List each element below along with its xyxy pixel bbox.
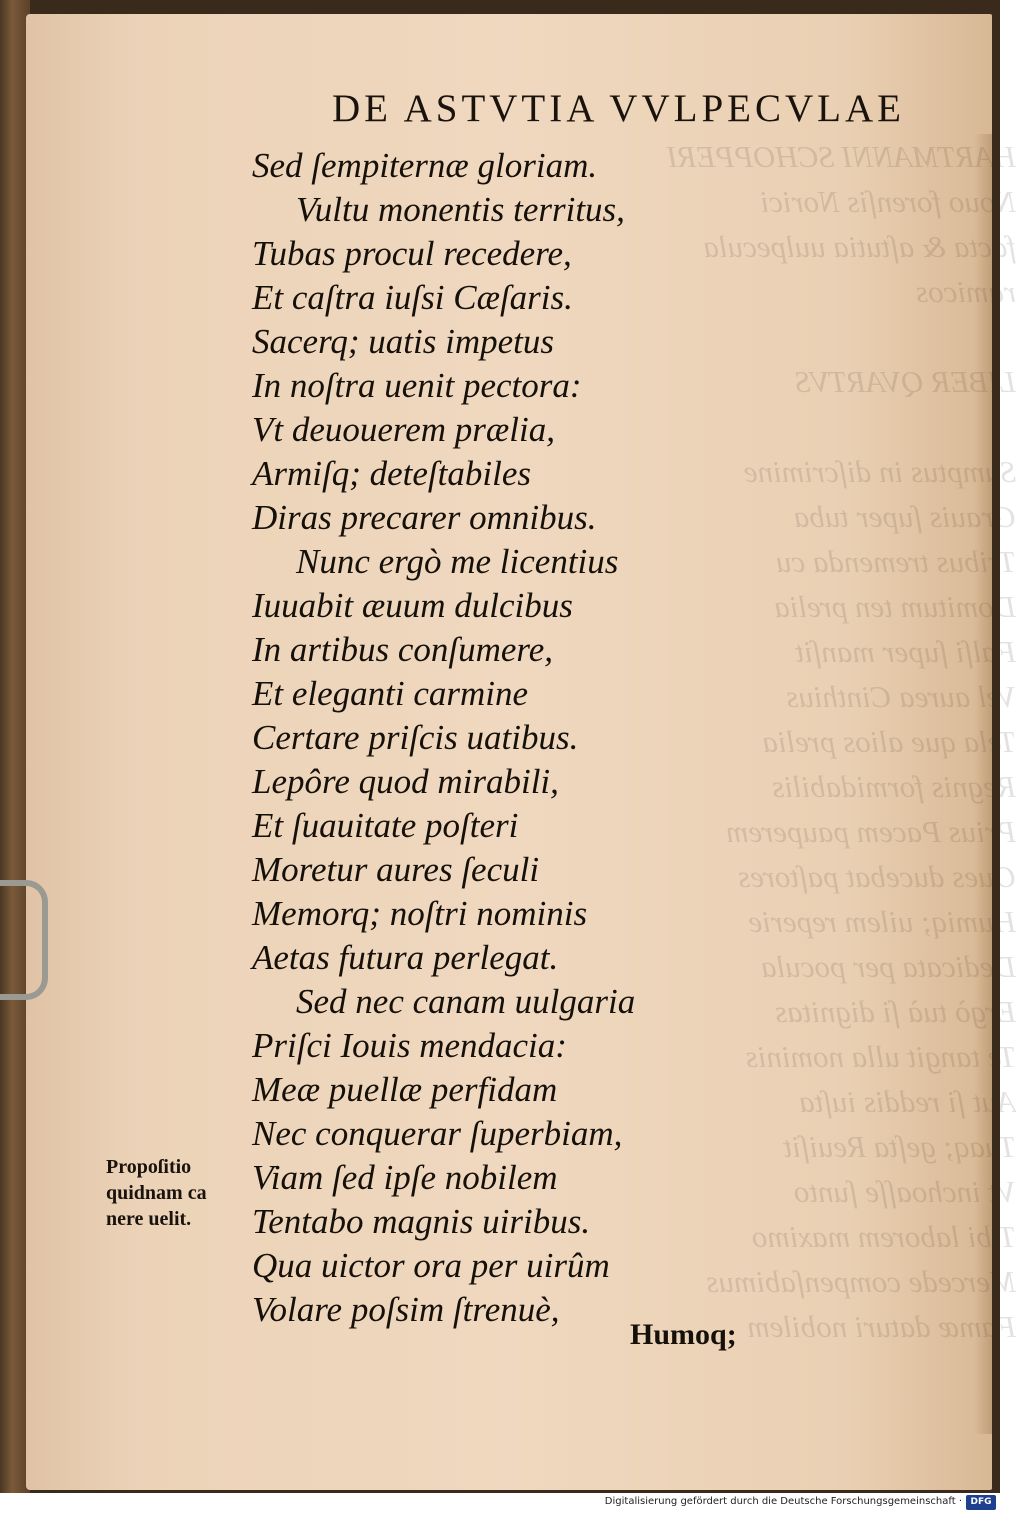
marginal-note-line: quidnam ca	[106, 1182, 207, 1204]
verse-line: Volare poſsim ſtrenuè,	[252, 1290, 560, 1329]
verse-line: Vultu monentis territus,	[296, 190, 625, 229]
funding-credit: Digitalisierung gefördert durch die Deutsche Forschungsgemeinschaft ·	[604, 1496, 962, 1507]
marginal-note-line: nere uelit.	[106, 1208, 192, 1230]
verse-line: Et caſtra iuſsi Cæſaris.	[252, 278, 573, 317]
verse-line: Iuuabit æuum dulcibus	[252, 586, 573, 625]
verse-line: Armiſq; deteſtabiles	[252, 454, 531, 493]
verse-text	[252, 144, 635, 1332]
verse-line: Tentabo magnis uiribus.	[252, 1202, 591, 1241]
next-page-edge	[974, 134, 992, 1434]
verse-line: Sed nec canam uulgaria	[296, 982, 636, 1021]
verse-line: Diras precarer omnibus.	[252, 498, 597, 537]
verse-line: Et eleganti carmine	[252, 674, 529, 713]
verse-line: Memorq; noſtri nominis	[252, 894, 588, 933]
marginal-note-line: Propoſitio	[106, 1156, 192, 1178]
catchword: Humoq;	[630, 1318, 737, 1351]
verse-line: Sed ſempiternæ gloriam.	[252, 146, 598, 185]
verse-line: Meæ puellæ perfidam	[252, 1070, 558, 1109]
marginal-note	[106, 1154, 236, 1232]
verse-line: Qua uictor ora per uirûm	[252, 1246, 610, 1285]
book-page	[26, 14, 1016, 1490]
running-head: DE ASTVTIA VVLPECVLAE	[332, 87, 905, 130]
verse-line: Nec conquerar ſuperbiam,	[252, 1114, 623, 1153]
verse-line: Priſci Iouis mendacia:	[252, 1026, 567, 1065]
verse-line: In artibus conſumere,	[252, 630, 554, 669]
show-through-text: HARTMANNI SCHOPPERI Nouo forenſis Norici facta & aſtutia uulpecula ramicos LIBER QVARTVS Sumptus in diſcrimine Grauis ſuper tuba Tribus tremenda cu Domitum ten prelia Falſi ſuper manſit Vel aurea Cinthius Tela que alios prelia Regnis formidabilis Prius Pacem pauperem Oues ducebat paſtores Humiq; uilem reperie Dedicata per pocula Ergò tuà ſi dignitas Te tangit ulla nominis Aut ſi reddis iuſta Tuaq; geſta Reuiſit Vt inchoaſſe ſunto Tibi laborem maximo Mercede compenſabimus Famæ daturi nobilem	[667, 139, 1016, 1344]
verse-line: Aetas futura perlegat.	[252, 938, 559, 977]
book-clasp	[0, 880, 48, 1000]
verse-line: Vt deuouerem prælia,	[252, 410, 555, 449]
verse-line: Tubas procul recedere,	[252, 234, 572, 273]
verse-line: Moretur aures ſeculi	[252, 850, 540, 889]
verse-line: Sacerq; uatis impetus	[252, 322, 554, 361]
verse-line: Lepôre quod mirabili,	[252, 762, 559, 801]
verse-line: Nunc ergò me licentius	[296, 542, 619, 581]
verse-line: In noſtra uenit pectora:	[252, 366, 582, 405]
dfg-logo-icon: DFG	[966, 1495, 996, 1510]
verse-line: Viam ſed ipſe nobilem	[252, 1158, 558, 1197]
footer-bar	[0, 1493, 1000, 1513]
verse-line: Et ſuauitate poſteri	[252, 806, 519, 845]
verse-line: Certare priſcis uatibus.	[252, 718, 579, 757]
